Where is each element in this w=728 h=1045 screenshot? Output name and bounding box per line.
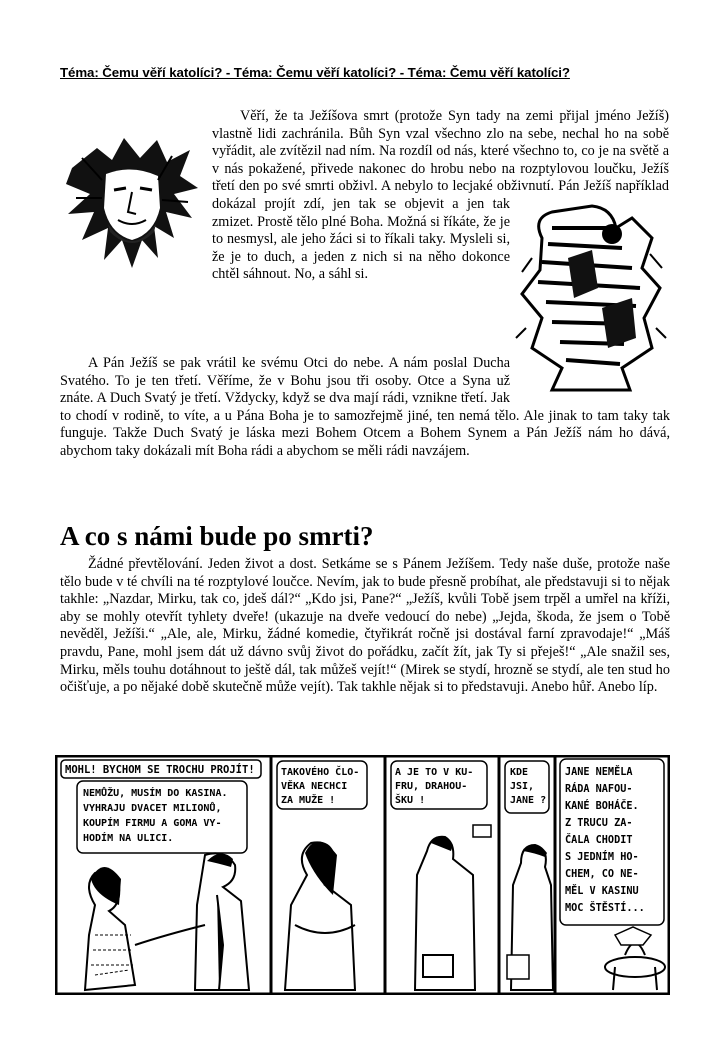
paragraph-holy-spirit-block [60, 355, 670, 461]
page-header: Téma: Čemu věří katolíci? - Téma: Čemu věří katolíci? - Téma: Čemu věří katolíci? [60, 65, 570, 80]
svg-text:KOUPÍM FIRMU A GOMA VY-: KOUPÍM FIRMU A GOMA VY- [83, 818, 222, 829]
svg-text:MĚL V KASINU: MĚL V KASINU [565, 886, 639, 897]
svg-text:FRU, DRAHOU-: FRU, DRAHOU- [395, 781, 468, 792]
svg-text:KANÉ BOHÁČE.: KANÉ BOHÁČE. [565, 801, 639, 812]
svg-text:ŠKU !: ŠKU ! [395, 795, 426, 806]
svg-text:NEMŮŽU, MUSÍM DO KASINA.: NEMŮŽU, MUSÍM DO KASINA. [83, 788, 228, 799]
svg-text:KDE: KDE [510, 767, 529, 778]
speech-bubble-1: MOHL! BYCHOM SE TROCHU PROJÍT! [65, 764, 255, 776]
paragraph-after-death: Žádné převtělování. Jeden život a dost. Setkáme se s Pánem Ježíšem. Tedy naše duše, protože naše tělo bude v té chvíli na té rozptylové loučce. Nevím, jak to bude přesně probíhat, ale představuji si to nějak takhle: „Nazdar, Mirku, tak co, jdeš dál?“ „Kdo jsi, Pane?“ „Ježíš, kvůli Tobě jsem trpěl a umřel na kříži, aby se mohly otevřít tyhlety dveře! (ukazuje na dveře vedoucí do nebe) „Jejda, škoda, že jsem o Tobě nevěděl, Ježíši.“ „Ale, ale, Mirku, žádné komedie, čtyřikrát ročně jsi dostával farní zpravodaje!“ „Máš pravdu, Pane, mohl jsem dát už dávno svůj život do pořádku, začít žít, jak Ty si přeješ!“ „Ale snažil ses, Mirku, měls touhu dotáhnout to ještě dál, tak můžeš vejít!“ (Mirek se stydí, hrozně se stydí, ale ten stud ho očišťuje, a po nějaké době skutečně může vejít). Tak takhle nějak si to představuji. Anebo hůř. Anebo líp. [60, 556, 670, 696]
jesus-image-space [60, 108, 212, 276]
svg-text:VĚKA NECHCI: VĚKA NECHCI [281, 781, 348, 792]
section-heading: A co s námi bude po smrti? [60, 521, 374, 551]
intro-paragraph-block [60, 108, 670, 368]
svg-text:Z TRUCU ZA-: Z TRUCU ZA- [565, 818, 633, 829]
svg-text:JSI,: JSI, [510, 781, 535, 792]
paragraph-resurrection: Věří, že ta Ježíšova smrt (protože Syn tady na zemi přijal jméno Ježíš) vlastně lidi zachránila. Bůh Syn vzal všechno zlo na sebe, nechal ho na sobě vyřádit, ale zvítězil nad ním. Na rozdíl od nás, které všechno to, co je na světě a v nás pokažené, přivede nakonec do hrobu nebo na rozptylovou loučku, Ježíš třetí den po své smrti obživl. A nebylo to lecjaké obživnutí. Pán Ježíš například dokázal projít zdí, jen tak se objevit a jen tak zmizet. Prostě tělo plné Boha. Možná si říkáte, že je to nesmysl, ale jeho žáci si to říkali taky. Mysleli si, že je to duch, a jeden z nich si na něho dokonce chtěl sáhnout. No, a sáhl si. [212, 108, 669, 283]
svg-text:CHEM, CO NE-: CHEM, CO NE- [565, 869, 639, 880]
svg-text:ČALA CHODIT: ČALA CHODIT [565, 835, 633, 846]
svg-text:TAKOVÉHO ČLO-: TAKOVÉHO ČLO- [281, 767, 360, 778]
svg-text:RÁDA NAFOU-: RÁDA NAFOU- [565, 784, 633, 795]
resurrection-image-space [510, 206, 670, 368]
svg-text:VYHRAJU DVACET MILIONŮ,: VYHRAJU DVACET MILIONŮ, [83, 803, 222, 814]
svg-text:S JEDNÍM HO-: S JEDNÍM HO- [565, 852, 639, 863]
resurrection-image-space-lower [510, 355, 670, 393]
spacer [669, 108, 670, 206]
svg-text:JANE NEMĚLA: JANE NEMĚLA [565, 767, 633, 778]
svg-text:JANE ?: JANE ? [510, 795, 547, 806]
svg-text:HODÍM NA ULICI.: HODÍM NA ULICI. [83, 833, 174, 844]
comic-strip [55, 755, 670, 995]
svg-text:MOC ŠTĚSTÍ...: MOC ŠTĚSTÍ... [565, 903, 645, 914]
svg-text:ZA MUŽE !: ZA MUŽE ! [281, 795, 336, 806]
svg-text:A JE TO V KU-: A JE TO V KU- [395, 767, 474, 778]
paragraph-holy-spirit: A Pán Ježíš se pak vrátil ke svému Otci do nebe. A nám poslal Ducha Svatého. To je ten třetí. Věříme, že v Bohu jsou tři osoby. Otce a Syna už znáte. A Duch Svatý je třetí. Vždycky, když se dva mají rádi, vznikne třetí. Jak to chodí v rodině, to víte, a u Pána Boha je to samozřejmě jiné, ten nemá tělo. Ale jinak to tam taky tak funguje. Takže Duch Svatý je láska mezi Bohem Otcem a Bohem Synem a Pán Ježíš nám ho dává, abychom taky dokázali mít Boha rádi a abychom se měli rádi navzájem. [60, 355, 670, 459]
